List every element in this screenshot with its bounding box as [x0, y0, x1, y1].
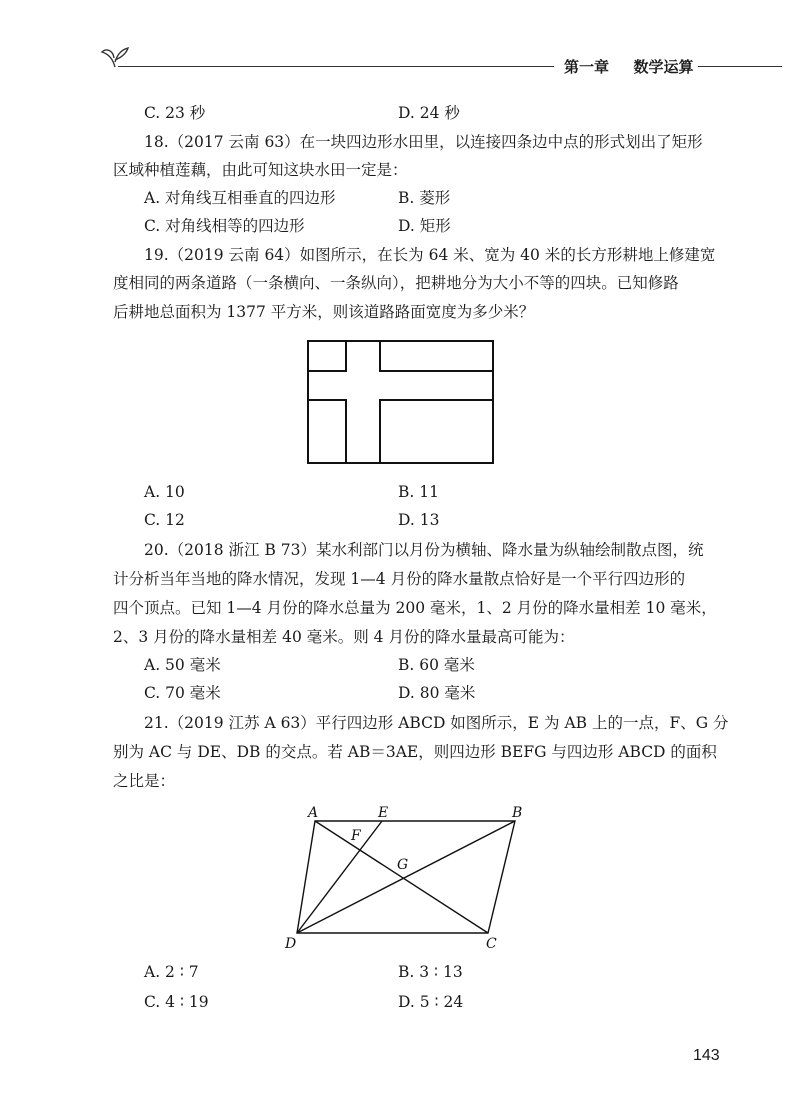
q19-text-line3: 后耕地总面积为 1377 平方米，则该道路路面宽度为多少米？: [113, 303, 535, 321]
leaf-ornament-icon: [100, 38, 130, 68]
q20-text-line1: 20.（2018 浙江 B 73）某水利部门以月份为横轴、降水量为纵轴绘制散点图，统: [144, 541, 704, 559]
field-block-top-right: [380, 341, 493, 371]
q19-option-b: B. 11: [398, 483, 439, 501]
label-d: D: [285, 936, 297, 952]
q19-text-line2: 度相同的两条道路（一条横向、一条纵向），把耕地分为大小不等的四块。已知修路: [113, 274, 679, 292]
q21-text-line3: 之比是：: [113, 772, 176, 790]
field-block-top-left: [308, 341, 346, 371]
field-outer-border: [308, 341, 493, 463]
q21-option-d: D. 5 ∶ 24: [398, 993, 464, 1011]
label-a: A: [308, 805, 319, 821]
q18-option-a: A. 对角线互相垂直的四边形: [144, 189, 336, 207]
q20-text-line4: 2、3 月份的降水量相差 40 毫米。则 4 月份的降水量最高可能为：: [113, 628, 575, 646]
header-title: [564, 56, 694, 77]
q18-option-d: D. 矩形: [398, 217, 451, 235]
q20-option-d: D. 80 毫米: [398, 684, 476, 702]
chapter-label: 第一章: [564, 58, 610, 76]
q21-parallelogram-diagram: [280, 800, 540, 952]
q20-option-c: C. 70 毫米: [144, 684, 221, 702]
option-c: C. 23 秒: [144, 104, 206, 122]
label-b: B: [512, 805, 523, 821]
q21-text-line2: 别为 AC 与 DE、DB 的交点。若 AB＝3AE，则四边形 BEFG 与四边形 ABCD 的面积: [113, 743, 717, 761]
q19-option-a: A. 10: [144, 483, 185, 501]
q20-text-line2: 计分析当年当地的降水情况，发现 1—4 月份的降水量散点恰好是一个平行四边形的: [113, 570, 686, 588]
q21-text-line1: 21.（2019 江苏 A 63）平行四边形 ABCD 如图所示，E 为 AB 上的一点，F、G 分: [144, 714, 729, 732]
option-d: D. 24 秒: [398, 104, 460, 122]
diagonal-ac: [315, 821, 488, 933]
q18-text-line2: 区域种植莲藕，由此可知这块水田一定是：: [113, 161, 408, 179]
field-block-bottom-right: [380, 400, 493, 463]
segment-de: [297, 821, 382, 933]
q20-text-line3: 四个顶点。已知 1—4 月份的降水总量为 200 毫米，1、2 月份的降水量相差 10 毫米，: [113, 599, 717, 617]
q18-option-c: C. 对角线相等的四边形: [144, 217, 305, 235]
q18-text-line1: 18.（2017 云南 63）在一块四边形水田里，以连接四条边中点的形式划出了矩形: [144, 133, 703, 151]
header-rule-left: [118, 66, 554, 67]
q21-option-b: B. 3 ∶ 13: [398, 963, 463, 981]
chapter-title: 数学运算: [633, 58, 694, 76]
q21-option-c: C. 4 ∶ 19: [144, 993, 209, 1011]
page-number: 143: [693, 1047, 720, 1064]
q19-option-d: D. 13: [398, 511, 440, 529]
header-rule-right: [698, 66, 782, 67]
q20-option-b: B. 60 毫米: [398, 656, 475, 674]
q20-option-a: A. 50 毫米: [144, 656, 221, 674]
label-e: E: [378, 805, 389, 821]
diagonal-db: [297, 821, 515, 933]
q19-field-diagram: [300, 336, 500, 468]
q21-option-a: A. 2 ∶ 7: [144, 963, 199, 981]
label-g: G: [397, 857, 409, 873]
q19-option-c: C. 12: [144, 511, 185, 529]
field-block-bottom-left: [308, 400, 346, 463]
q18-option-b: B. 菱形: [398, 189, 451, 207]
q19-text-line1: 19.（2019 云南 64）如图所示，在长为 64 米、宽为 40 米的长方形耕地上修建宽: [144, 246, 716, 264]
label-f: F: [351, 828, 361, 844]
label-c: C: [486, 936, 497, 952]
